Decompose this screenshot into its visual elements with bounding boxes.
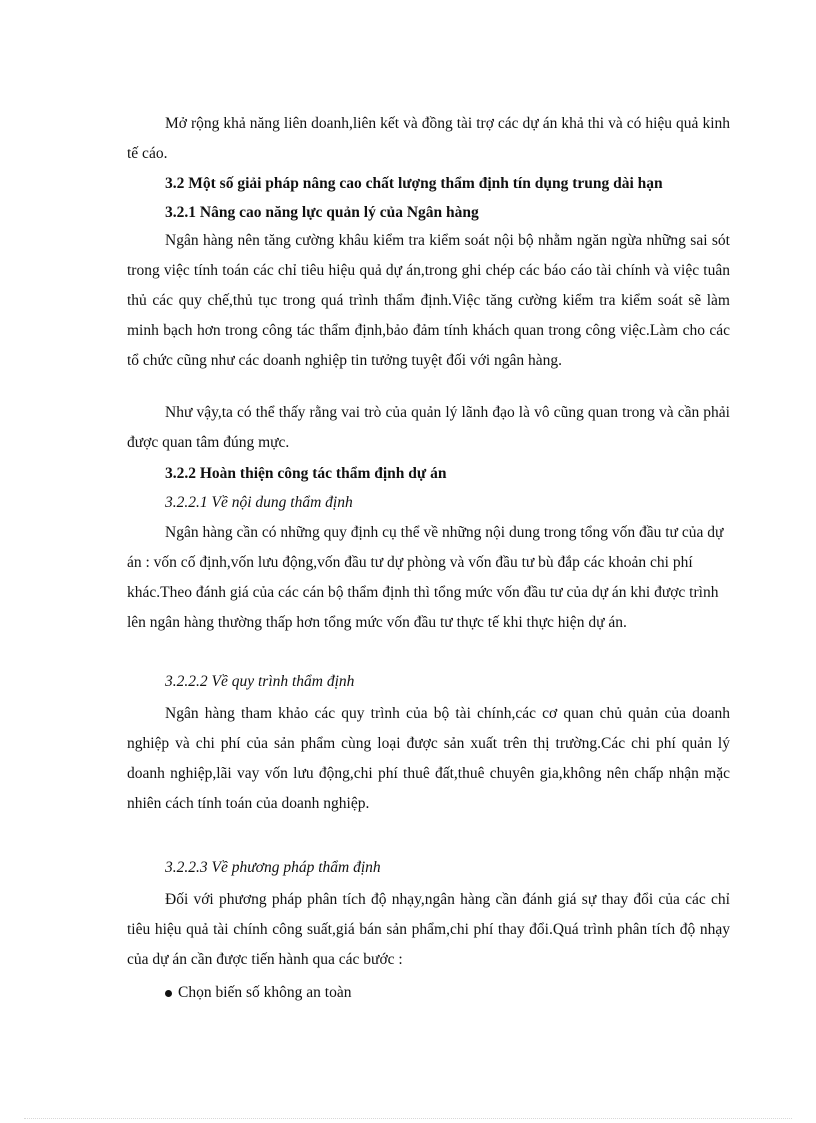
bullet-list: [127, 978, 730, 1008]
paragraph-text: Ngân hàng nên tăng cường khâu kiểm tra kiểm soát nội bộ nhằm ngăn ngừa những sai sót trong việc tính toán các chỉ tiêu hiệu quả dự án,trong ghi chép các báo cáo tài chính và việc tuân thủ các quy chế,thủ tục trong quá trình thẩm định.Việc tăng cường kiểm tra kiểm soát sẽ làm minh bạch hơn trong công tác thẩm định,bảo đảm tính khách quan trong công việc.Làm cho các tổ chức cũng như các doanh nghiệp tin tưởng tuyệt đối với ngân hàng.: [127, 232, 730, 369]
section-heading-3-2-2: [127, 459, 730, 489]
section-title: 3.2 Một số giải pháp nâng cao chất lượng thẩm định tín dụng trung dài hạn: [165, 175, 663, 192]
page-bottom-divider: [24, 1118, 792, 1119]
paragraph-procedure: [127, 699, 730, 819]
section-heading-3-2-1: [127, 198, 730, 228]
paragraph-investment-content: [127, 518, 730, 638]
list-item-text: Chọn biến số không an toàn: [178, 984, 352, 1001]
paragraph-leadership-role: [127, 398, 730, 458]
paragraph-sensitivity: [127, 885, 730, 975]
paragraph-text: Mở rộng khả năng liên doanh,liên kết và đồng tài trợ các dự án khả thi và có hiệu quả kinh tế cáo.: [127, 115, 730, 162]
section-title: 3.2.1 Nâng cao năng lực quản lý của Ngân hàng: [165, 204, 479, 221]
subsection-heading-3-2-2-3: [127, 853, 730, 883]
subsection-heading-3-2-2-2: [127, 667, 730, 697]
subsection-title: 3.2.2.2 Về quy trình thẩm định: [165, 673, 355, 690]
section-title: 3.2.2 Hoàn thiện công tác thẩm định dự án: [165, 465, 447, 482]
paragraph-text: Đối với phương pháp phân tích độ nhạy,ngân hàng cần đánh giá sự thay đổi của các chỉ tiêu hiệu quả tài chính công suất,giá bán sản phẩm,chi phí thay đổi.Quá trình phân tích độ nhạy của dự án cần được tiến hành qua các bước :: [127, 891, 730, 968]
subsection-heading-3-2-2-1: [127, 488, 730, 518]
paragraph-text: Ngân hàng cần có những quy định cụ thể về những nội dung trong tổng vốn đầu tư của dự án : vốn cố định,vốn lưu động,vốn đầu tư dự phòng và vốn đầu tư bù đắp các khoản chi phí khác.Theo đánh giá của các cán bộ thẩm định thì tổng mức vốn đầu tư của dự án khi được trình lên ngân hàng thường thấp hơn tổng mức vốn đầu tư thực tế khi thực hiện dự án.: [127, 524, 724, 631]
paragraph-text: Ngân hàng tham khảo các quy trình của bộ tài chính,các cơ quan chủ quản của doanh nghiệp và chi phí của sản phẩm cùng loại được sản xuất trên thị trường.Các chi phí quản lý doanh nghiệp,lãi vay vốn lưu động,chi phí thuê đất,thuê chuyên gia,không nên chấp nhận mặc nhiên cách tính toán của doanh nghiệp.: [127, 705, 730, 812]
paragraph-internal-control: [127, 226, 730, 376]
subsection-title: 3.2.2.3 Về phương pháp thẩm định: [165, 859, 381, 876]
bullet-icon: [165, 990, 172, 997]
list-item: [127, 978, 730, 1008]
subsection-title: 3.2.2.1 Về nội dung thẩm định: [165, 494, 353, 511]
paragraph-intro: [127, 109, 730, 169]
paragraph-text: Như vậy,ta có thể thấy rằng vai trò của quản lý lãnh đạo là vô cũng quan trong và cần phải được quan tâm đúng mực.: [127, 404, 730, 451]
section-heading-3-2: [127, 169, 730, 199]
